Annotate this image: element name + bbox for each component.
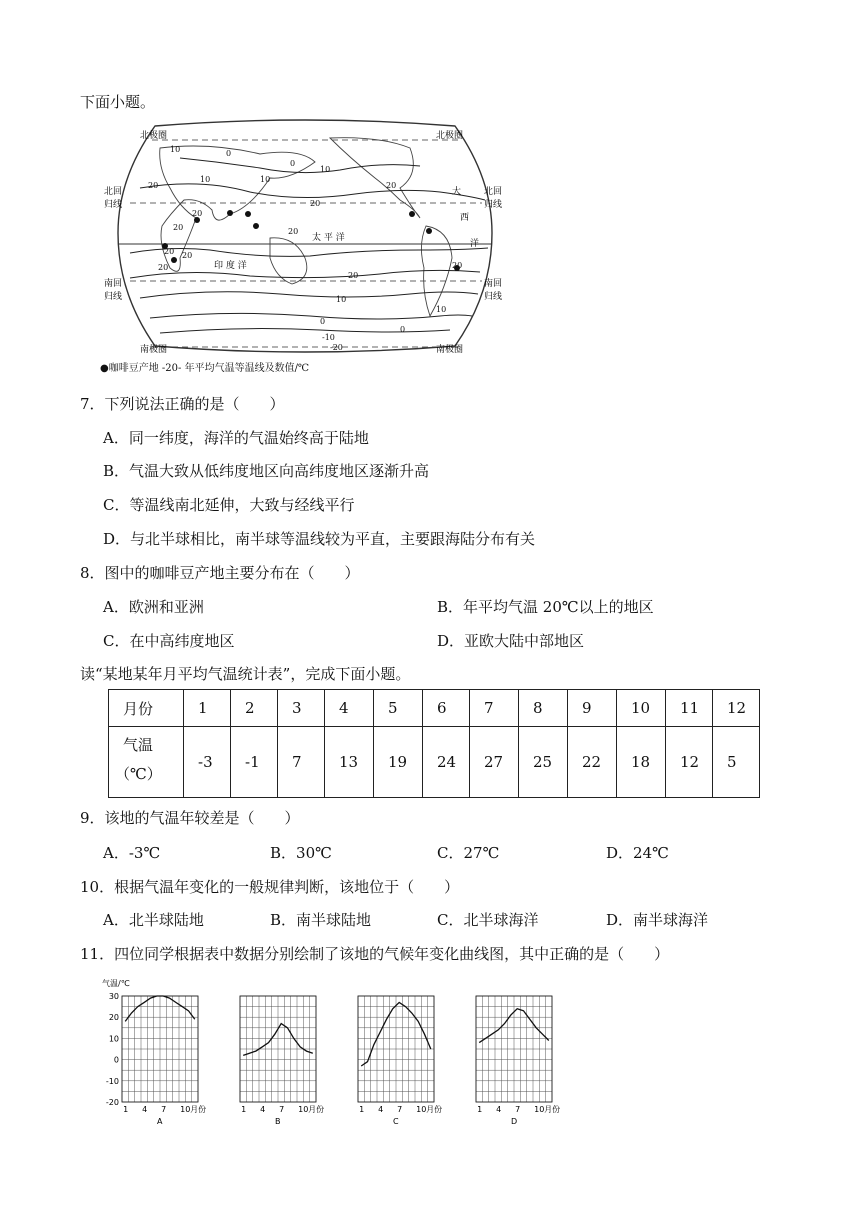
chart-title: D — [511, 1117, 518, 1124]
y-tick-label: 0 — [113, 1055, 119, 1065]
table-temp-cell: 27 — [470, 727, 519, 798]
map-label-tropic-s-right-2: 归线 — [484, 292, 503, 302]
table-month-cell: 6 — [423, 690, 470, 727]
table-temp-cell: 24 — [423, 727, 470, 798]
isotherm-value: -20 — [330, 343, 343, 352]
map-label-antarctic-right: 南极圈 — [436, 345, 464, 355]
isotherm-value: 0 — [400, 325, 406, 334]
map-label-atlantic-2: 西 — [460, 213, 470, 223]
q10-option-a[interactable]: A．北半球陆地 — [103, 911, 204, 929]
x-tick-label: 4 — [260, 1105, 266, 1114]
isotherm-value: 0 — [226, 149, 232, 158]
isotherm-value: 20 — [386, 181, 397, 190]
isotherm-value: -10 — [322, 333, 335, 342]
map-label-pacific: 太 平 洋 — [312, 233, 345, 243]
table-header-month: 月份 — [109, 690, 184, 727]
map-label-tropic-s-right-1: 南回 — [484, 279, 503, 289]
q7-stem: 7．下列说法正确的是（ ） — [80, 395, 285, 413]
map-label-atlantic-1: 大 — [452, 187, 462, 197]
isotherm-value: 20 — [288, 227, 299, 236]
isotherm-value: 10 — [336, 295, 347, 304]
q8-option-a[interactable]: A．欧洲和亚洲 — [103, 598, 204, 616]
x-axis-label: 月份 — [544, 1105, 561, 1114]
isotherm-value: 0 — [290, 159, 296, 168]
table-month-cell: 1 — [184, 690, 231, 727]
map-label-indian: 印 度 洋 — [214, 261, 247, 271]
isotherm-value: 10 — [200, 175, 211, 184]
q7-option-a[interactable]: A．同一纬度，海洋的气温始终高于陆地 — [103, 429, 369, 447]
isotherm-value: 20 — [148, 181, 159, 190]
y-tick-label: -20 — [105, 1098, 119, 1107]
isotherm-value: 20 — [158, 263, 169, 272]
x-tick-label: 10 — [298, 1105, 309, 1114]
map-label-atlantic-3: 洋 — [470, 239, 480, 249]
x-tick-label: 7 — [515, 1105, 521, 1114]
q10-option-c[interactable]: C．北半球海洋 — [437, 911, 539, 929]
q8-stem: 8．图中的咖啡豆产地主要分布在（ ） — [80, 564, 360, 582]
table-month-cell: 8 — [519, 690, 568, 727]
isotherm-value: 20 — [182, 251, 193, 260]
x-tick-label: 1 — [241, 1105, 247, 1114]
isotherm-value: 0 — [320, 317, 326, 326]
x-tick-label: 7 — [161, 1105, 167, 1114]
x-tick-label: 1 — [477, 1105, 483, 1114]
isotherm-value: 20 — [173, 223, 184, 232]
table-temp-cell: 12 — [666, 727, 713, 798]
q8-option-d[interactable]: D．亚欧大陆中部地区 — [437, 632, 585, 650]
chart-c[interactable] — [350, 976, 450, 1124]
x-tick-label: 1 — [123, 1105, 129, 1114]
map-label-arctic-right: 北极圈 — [436, 131, 464, 141]
isotherm-value: 10 — [320, 165, 331, 174]
x-tick-label: 7 — [279, 1105, 285, 1114]
chart-b[interactable] — [232, 976, 332, 1124]
y-axis-label: 气温/℃ — [102, 979, 130, 988]
table-temp-cell: 7 — [278, 727, 325, 798]
map-label-tropic-n-right-2: 归线 — [484, 200, 503, 210]
q7-option-c[interactable]: C．等温线南北延伸，大致与经线平行 — [103, 496, 355, 514]
table-temp-cell: 19 — [374, 727, 423, 798]
map-label-tropic-n-left-2: 归线 — [104, 200, 123, 210]
intro-text: 下面小题。 — [80, 93, 156, 111]
chart-title: B — [275, 1117, 281, 1124]
table-temp-cell: 25 — [519, 727, 568, 798]
map-caption: ●咖啡豆产地 -20- 年平均气温等温线及数值/℃ — [100, 363, 310, 374]
isotherm-value: 10 — [260, 175, 271, 184]
table-temp-cell: 18 — [617, 727, 666, 798]
x-tick-label: 4 — [496, 1105, 502, 1114]
table-month-cell: 11 — [666, 690, 713, 727]
table-month-cell: 2 — [231, 690, 278, 727]
q9-option-b[interactable]: B．30℃ — [270, 844, 332, 862]
chart-title: A — [157, 1117, 163, 1124]
temperature-table — [108, 689, 760, 798]
table-header-temp — [109, 727, 184, 798]
map-label-tropic-n-right-1: 北回 — [484, 187, 503, 197]
table-month-cell: 12 — [713, 690, 760, 727]
q9-stem: 9．该地的气温年较差是（ ） — [80, 809, 300, 827]
q7-option-d[interactable]: D．与北半球相比，南半球等温线较为平直，主要跟海陆分布有关 — [103, 530, 536, 548]
q8-option-b[interactable]: B．年平均气温 20℃以上的地区 — [437, 598, 654, 616]
table-month-cell: 4 — [325, 690, 374, 727]
q10-stem: 10．根据气温年变化的一般规律判断，该地位于（ ） — [80, 878, 460, 896]
isotherm-value: 20 — [310, 199, 321, 208]
x-axis-label: 月份 — [426, 1105, 443, 1114]
map-label-tropic-n-left-1: 北回 — [104, 187, 123, 197]
table-temp-cell: 5 — [713, 727, 760, 798]
q7-option-b[interactable]: B．气温大致从低纬度地区向高纬度地区逐渐升高 — [103, 462, 430, 480]
table-month-cell: 10 — [617, 690, 666, 727]
table-month-cell: 3 — [278, 690, 325, 727]
q9-option-d[interactable]: D．24℃ — [606, 844, 669, 862]
y-tick-label: 30 — [108, 992, 119, 1001]
x-axis-label: 月份 — [308, 1105, 325, 1114]
isotherm-value: 20 — [452, 261, 463, 270]
chart-title: C — [393, 1117, 399, 1124]
x-tick-label: 7 — [397, 1105, 403, 1114]
map-label-tropic-s-left-2: 归线 — [104, 292, 123, 302]
table-temp-cell: -1 — [231, 727, 278, 798]
q8-option-c[interactable]: C．在中高纬度地区 — [103, 632, 235, 650]
isotherm-value: 10 — [436, 305, 447, 314]
table-intro: 读“某地某年月平均气温统计表”，完成下面小题。 — [80, 665, 411, 683]
table-temp-cell: 22 — [568, 727, 617, 798]
x-tick-label: 1 — [359, 1105, 365, 1114]
x-tick-label: 4 — [142, 1105, 148, 1114]
y-tick-label: -10 — [105, 1076, 119, 1086]
temp-label-line2: （℃） — [115, 765, 162, 783]
isotherm-value: 20 — [164, 247, 175, 256]
x-tick-label: 4 — [378, 1105, 384, 1114]
x-tick-label: 10 — [416, 1105, 427, 1114]
x-tick-label: 10 — [180, 1105, 191, 1114]
y-tick-label: 10 — [108, 1034, 119, 1044]
x-axis-label: 月份 — [190, 1105, 207, 1114]
y-tick-label: 20 — [108, 1013, 119, 1023]
x-tick-label: 10 — [534, 1105, 545, 1114]
isotherm-value: 20 — [192, 209, 203, 218]
chart-a[interactable] — [100, 976, 210, 1124]
table-temp-cell: -3 — [184, 727, 231, 798]
world-isotherm-map — [100, 118, 510, 366]
q9-option-a[interactable]: A．-3℃ — [103, 844, 161, 862]
map-label-tropic-s-left-1: 南回 — [104, 279, 123, 289]
map-label-antarctic-left: 南极圈 — [140, 345, 168, 355]
q10-option-d[interactable]: D．南半球海洋 — [606, 911, 709, 929]
map-label-arctic-left: 北极圈 — [140, 131, 168, 141]
table-month-cell: 5 — [374, 690, 423, 727]
table-month-cell: 7 — [470, 690, 519, 727]
q11-stem: 11．四位同学根据表中数据分别绘制了该地的气候年变化曲线图，其中正确的是（ ） — [80, 945, 670, 963]
q10-option-b[interactable]: B．南半球陆地 — [270, 911, 372, 929]
table-temp-cell: 13 — [325, 727, 374, 798]
q9-option-c[interactable]: C．27℃ — [437, 844, 500, 862]
chart-d[interactable] — [468, 976, 568, 1124]
temp-label-line1: 气温 — [123, 736, 154, 754]
isotherm-value: 20 — [348, 271, 359, 280]
table-month-cell: 9 — [568, 690, 617, 727]
isotherm-value: 10 — [170, 145, 181, 154]
